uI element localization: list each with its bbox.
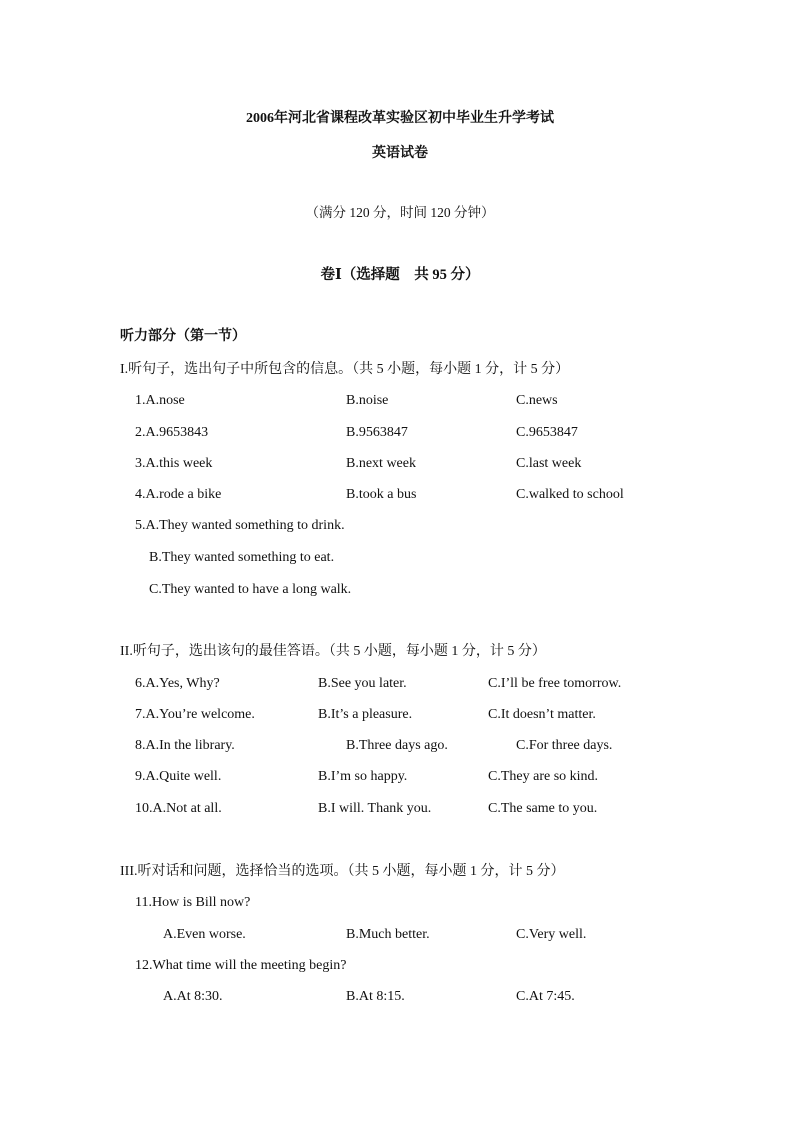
q8-option-c: C.For three days. [516, 738, 613, 753]
q2-option-c: C.9653847 [516, 425, 578, 440]
q10-option-c: C.The same to you. [488, 801, 598, 816]
q9-option-b: B.I’m so happy. [318, 769, 408, 784]
q5-option-c: C.They wanted to have a long walk. [149, 582, 352, 597]
q9-option-c: C.They are so kind. [488, 769, 599, 784]
q4-option-c: C.walked to school [516, 487, 624, 502]
q11-question: 11.How is Bill now? [135, 895, 251, 910]
q3-option-b: B.next week [346, 456, 416, 471]
q11-option-b: B.Much better. [346, 927, 430, 942]
q6-option-a: 6.A.Yes, Why? [135, 676, 220, 691]
q1-option-c: C.news [516, 393, 558, 408]
q10-option-a: 10.A.Not at all. [135, 801, 222, 816]
q2-option-b: B.9563847 [346, 425, 408, 440]
q5-option-a: 5.A.They wanted something to drink. [135, 518, 345, 533]
listening-section-title: 听力部分（第一节） [120, 329, 246, 344]
q1-option-b: B.noise [346, 393, 389, 408]
q5-option-b: B.They wanted something to eat. [149, 550, 335, 565]
q11-option-a: A.Even worse. [163, 927, 246, 942]
q8-option-a: 8.A.In the library. [135, 738, 235, 753]
q7-option-a: 7.A.You’re welcome. [135, 707, 255, 722]
q6-option-b: B.See you later. [318, 676, 407, 691]
part1-instruction: I.听句子，选出句子中所包含的信息。（共 5 小题，每小题 1 分，计 5 分） [120, 362, 570, 377]
q4-option-a: 4.A.rode a bike [135, 487, 222, 502]
part2-instruction: II.听句子，选出该句的最佳答语。（共 5 小题，每小题 1 分，计 5 分） [120, 644, 546, 659]
q3-option-c: C.last week [516, 456, 582, 471]
q1-option-a: 1.A.nose [135, 393, 185, 408]
q12-option-b: B.At 8:15. [346, 989, 405, 1004]
part3-instruction: III.听对话和问题，选择恰当的选项。（共 5 小题，每小题 1 分，计 5 分） [120, 864, 565, 879]
exam-subtitle: 英语试卷 [372, 146, 428, 161]
q11-option-c: C.Very well. [516, 927, 587, 942]
score-time-note: （满分 120 分，时间 120 分钟） [305, 205, 495, 220]
volume-heading: 卷Ⅰ（选择题 共 95 分） [320, 267, 480, 283]
q12-option-a: A.At 8:30. [163, 989, 223, 1004]
exam-title: 2006年河北省课程改革实验区初中毕业生升学考试 [246, 111, 554, 126]
q9-option-a: 9.A.Quite well. [135, 769, 222, 784]
q8-option-b: B.Three days ago. [346, 738, 448, 753]
q12-option-c: C.At 7:45. [516, 989, 575, 1004]
q6-option-c: C.I’ll be free tomorrow. [488, 676, 622, 691]
q2-option-a: 2.A.9653843 [135, 425, 209, 440]
q10-option-b: B.I will. Thank you. [318, 801, 432, 816]
q7-option-b: B.It’s a pleasure. [318, 707, 413, 722]
q12-question: 12.What time will the meeting begin? [135, 958, 347, 973]
q7-option-c: C.It doesn’t matter. [488, 707, 596, 722]
q4-option-b: B.took a bus [346, 487, 417, 502]
q3-option-a: 3.A.this week [135, 456, 213, 471]
